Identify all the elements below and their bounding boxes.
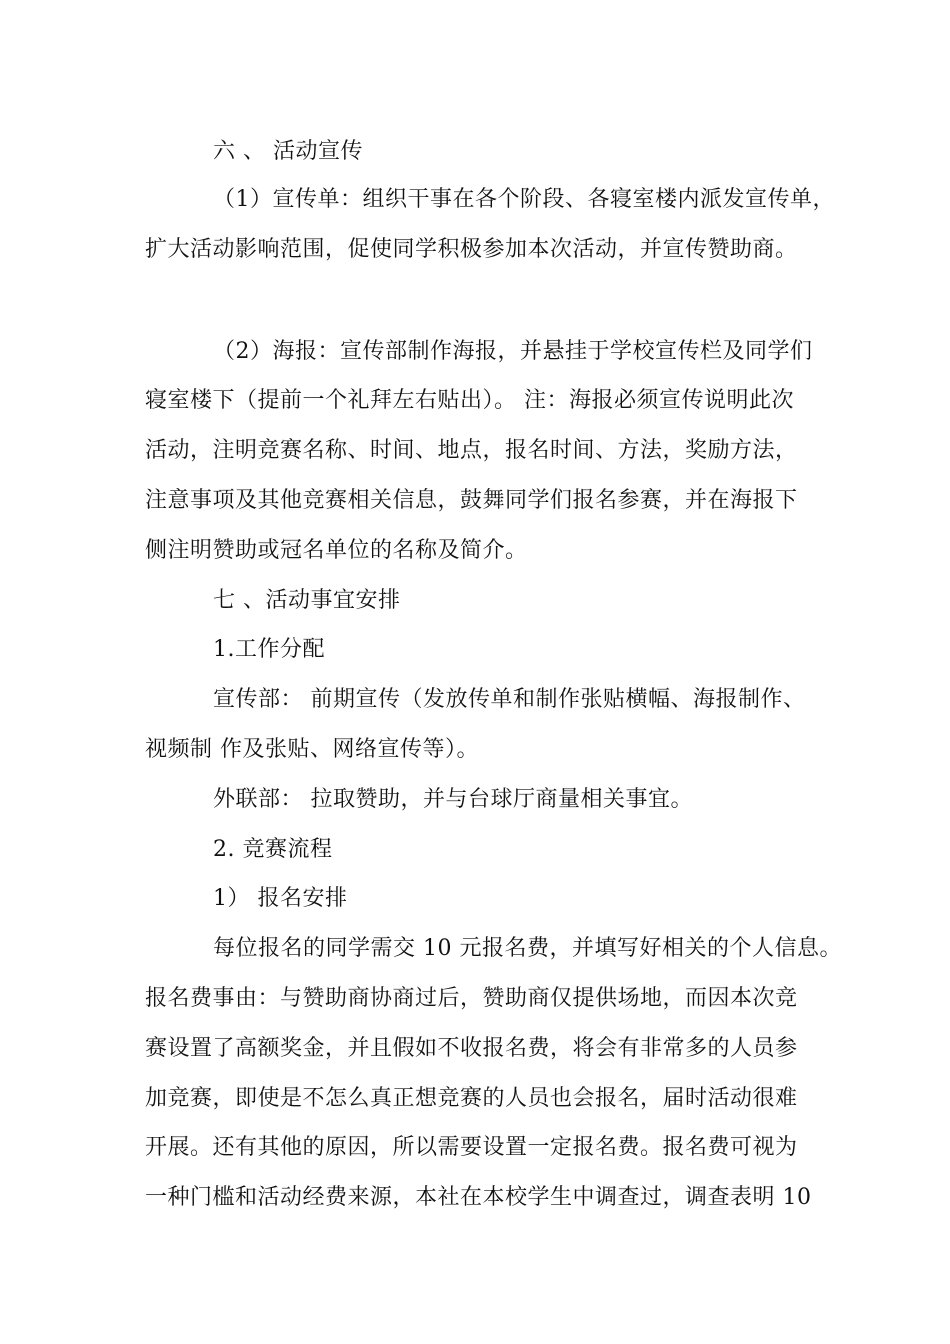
paragraph-line: 每位报名的同学需交 10 元报名费，并填写好相关的个人信息。 xyxy=(213,936,842,961)
paragraph-line: 寝室楼下（提前一个礼拜左右贴出）。 注：海报必须宣传说明此次 xyxy=(145,388,794,413)
subheading-registration: 1） 报名安排 xyxy=(213,886,348,911)
paragraph-line: 加竞赛，即使是不怎么真正想竞赛的人员也会报名，届时活动很难 xyxy=(145,1086,798,1111)
paragraph-line: 扩大活动影响范围，促使同学积极参加本次活动，并宣传赞助商。 xyxy=(145,237,798,262)
heading-section-six: 六 、 活动宣传 xyxy=(213,139,363,164)
paragraph-line: 侧注明赞助或冠名单位的名称及简介。 xyxy=(145,538,528,563)
heading-section-seven: 七 、活动事宜安排 xyxy=(213,588,401,613)
paragraph-line: （1）宣传单：组织干事在各个阶段、各寝室楼内派发宣传单， xyxy=(213,187,835,212)
paragraph-line: 注意事项及其他竞赛相关信息，鼓舞同学们报名参赛，并在海报下 xyxy=(145,488,798,513)
paragraph-line: 视频制 作及张贴、网络宣传等）。 xyxy=(145,737,479,762)
paragraph-line: 活动，注明竞赛名称、时间、地点，报名时间、方法，奖励方法， xyxy=(145,438,798,463)
paragraph-line: 开展。还有其他的原因，所以需要设置一定报名费。报名费可视为 xyxy=(145,1135,798,1160)
paragraph-line: 外联部： 拉取赞助，并与台球厅商量相关事宜。 xyxy=(213,787,693,812)
subheading-work-assignment: 1.工作分配 xyxy=(213,637,325,662)
paragraph-line: 赛设置了高额奖金，并且假如不收报名费，将会有非常多的人员参 xyxy=(145,1036,798,1061)
subheading-competition-flow: 2. 竞赛流程 xyxy=(213,837,333,862)
paragraph-line: 一种门槛和活动经费来源，本社在本校学生中调查过，调查表明 10 xyxy=(145,1185,812,1210)
paragraph-line: 宣传部： 前期宣传（发放传单和制作张贴横幅、海报制作、 xyxy=(213,687,806,712)
paragraph-line: 报名费事由：与赞助商协商过后，赞助商仅提供场地，而因本次竞 xyxy=(145,986,798,1011)
paragraph-line: （2）海报：宣传部制作海报，并悬挂于学校宣传栏及同学们 xyxy=(213,339,813,364)
